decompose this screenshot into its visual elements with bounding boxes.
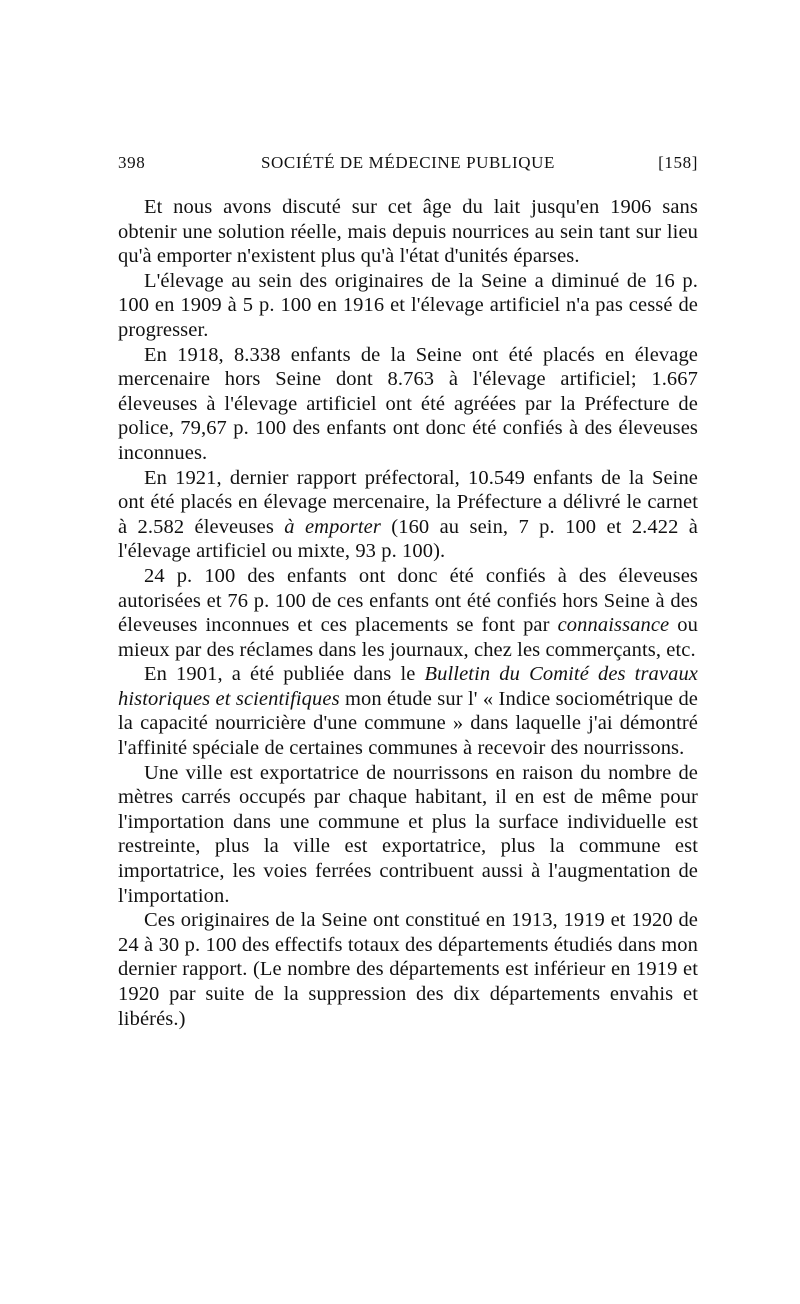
- paragraph: [118, 269, 698, 343]
- italic-text: connaissance: [557, 614, 670, 637]
- italic-text: Bulletin du Comité des travaux historiques et scientifiques: [118, 663, 698, 710]
- paragraph: [118, 466, 698, 564]
- text-segment: mon étude sur l' « Indice sociométrique de la capacité nourricière d'une commune » dans laquelle j'ai démontré l'affinité spéciale de certaines communes à recevoir des nourrissons.: [118, 687, 698, 760]
- text-segment: L'élevage au sein des originaires de la Seine a diminué de 16 p. 100 en 1909 à 5 p. 100 en 1916 et l'élevage artificiel n'a pas cessé de progresser.: [118, 269, 698, 341]
- body-text: [118, 195, 698, 1031]
- running-title: SOCIÉTÉ DE MÉDECINE PUBLIQUE: [261, 153, 555, 172]
- text-segment: Ces originaires de la Seine ont constitué en 1913, 1919 et 1920 de 24 à 30 p. 100 des effectifs totaux des départements étudiés dans mon dernier rapport. (Le nombre des départements est inférieur en 1919 et 1920 par suite de la suppression des dix départements envahis et libérés.): [118, 909, 698, 1030]
- text-segment: En 1918, 8.338 enfants de la Seine ont été placés en élevage mercenaire hors Seine dont 8.763 à l'élevage artificiel; 1.667 éleveuses à l'élevage artificiel ont été agréées par la Préfecture de police, 79,67 p. 100 des enfants ont donc été confiés à des éleveuses inconnues.: [118, 343, 698, 464]
- text-segment: En 1901, a été publiée dans le: [144, 663, 425, 686]
- paragraph: [118, 662, 698, 760]
- paragraph: [118, 908, 698, 1031]
- text-segment: En 1921, dernier rapport préfectoral, 10.549 enfants de la Seine ont été placés en élevage mercenaire, la Préfecture a délivré le carnet à 2.582 éleveuses: [118, 466, 698, 538]
- text-segment: ou mieux par des réclames dans les journaux, chez les commerçants, etc.: [118, 614, 698, 661]
- paragraph: [118, 343, 698, 466]
- text-segment: Une ville est exportatrice de nourrissons en raison du nombre de mètres carrés occupés par chaque habitant, il en est de même pour l'importation dans une commune et plus la surface individuelle est restreinte, plus la ville est exportatrice, plus la commune est importatrice, les voies ferrées contribuent aussi à l'augmentation de l'importation.: [118, 761, 698, 907]
- italic-text: à emporter: [284, 515, 381, 538]
- paragraph: [118, 761, 698, 909]
- page-number: 398: [118, 153, 146, 172]
- text-segment: Et nous avons discuté sur cet âge du lait jusqu'en 1906 sans obtenir une solution réelle, mais depuis nourrices au sein tant sur lieu qu'à emporter n'existent plus qu'à l'état d'unités éparses.: [118, 196, 698, 268]
- paragraph: [118, 564, 698, 662]
- text-segment: 24 p. 100 des enfants ont donc été confiés à des éleveuses autorisées et 76 p. 100 de ces enfants ont été confiés hors Seine à des éleveuses inconnues et ces placements se font par: [118, 564, 698, 637]
- paragraph: [118, 195, 698, 269]
- page-header: [118, 153, 698, 183]
- bracket-reference: [158]: [658, 153, 698, 172]
- text-segment: (160 au sein, 7 p. 100 et 2.422 à l'élevage artificiel ou mixte, 93 p. 100).: [118, 515, 698, 563]
